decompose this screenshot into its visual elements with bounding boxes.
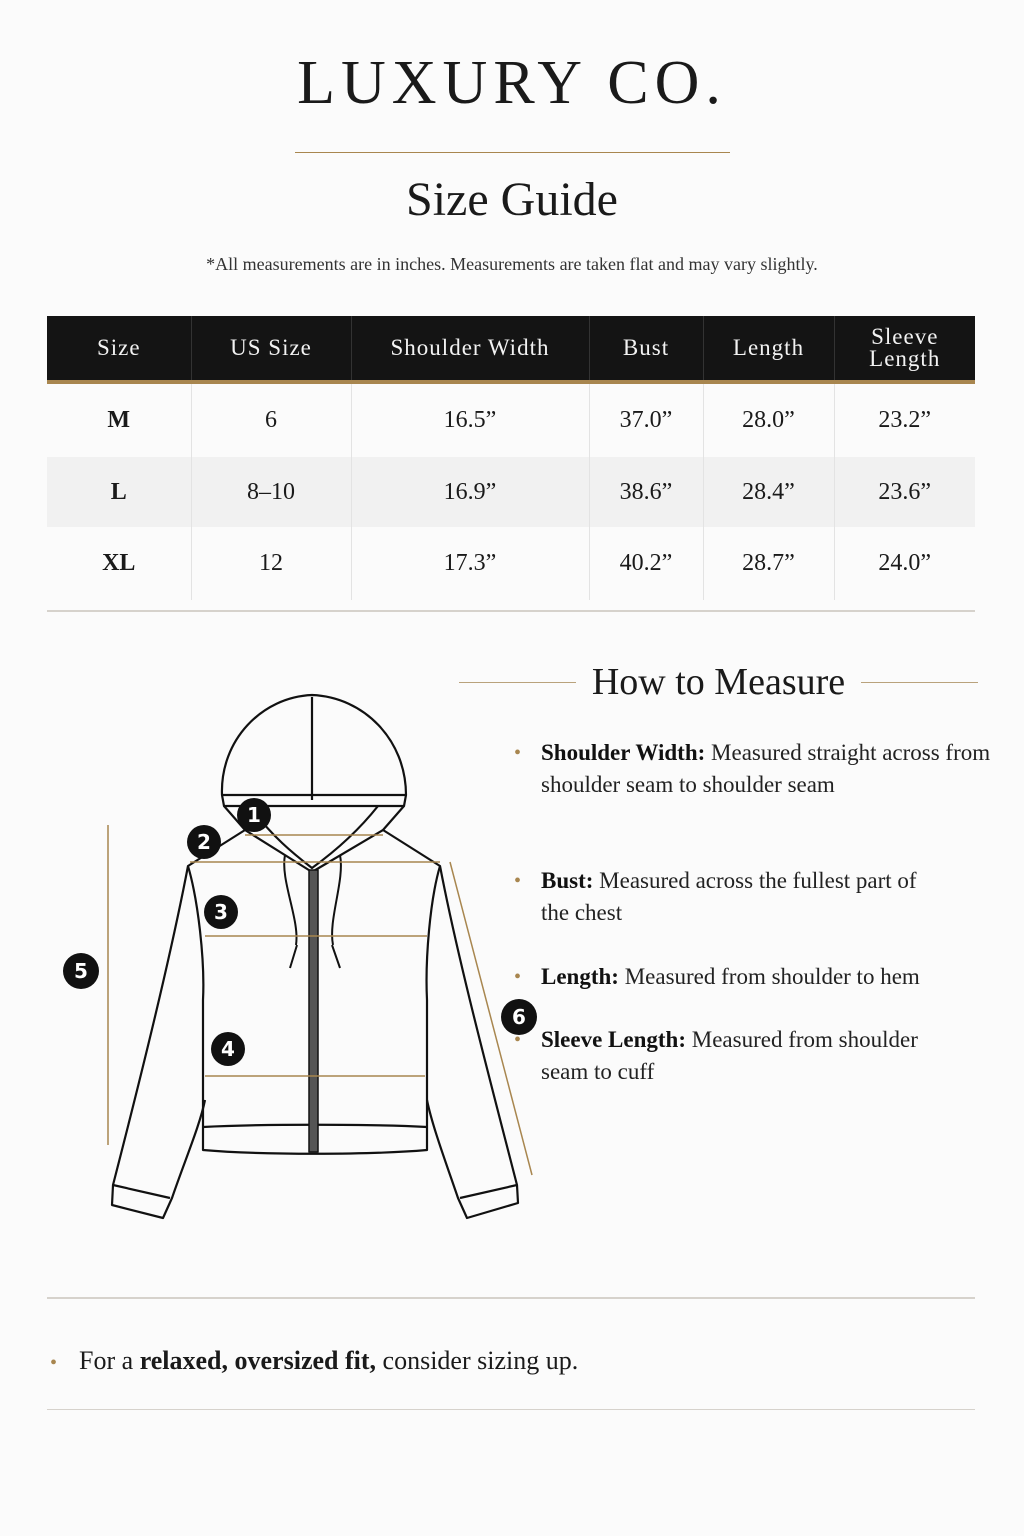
header-sleeve-length: Sleeve Length: [834, 316, 975, 382]
cell: 16.9”: [351, 457, 589, 527]
badge-label: 3: [214, 900, 228, 924]
badge-label: 4: [221, 1037, 235, 1061]
cell: M: [47, 382, 191, 457]
cell: 40.2”: [589, 527, 703, 600]
page-title: Size Guide: [406, 173, 618, 226]
cell: XL: [47, 527, 191, 600]
cell: 23.2”: [878, 407, 932, 433]
divider: [459, 682, 576, 683]
header-us-size: US Size: [191, 316, 351, 382]
item-term: Bust:: [541, 868, 594, 893]
cell: 24.0”: [878, 550, 932, 576]
bullet-icon: •: [514, 870, 522, 892]
list-item: [514, 961, 1004, 993]
cell: 17.3”: [351, 527, 589, 600]
list-item: [514, 1024, 934, 1088]
divider: [47, 1409, 975, 1410]
badge-label: 5: [74, 959, 88, 983]
cell: 6: [191, 382, 351, 457]
measurement-note: *All measurements are in inches. Measurements are taken flat and may vary slightly.: [206, 254, 818, 274]
cell: 8–10: [191, 457, 351, 527]
tip-emphasis: relaxed, oversized fit,: [139, 1346, 377, 1375]
measurement-lines: [108, 825, 532, 1175]
badge-label: 1: [247, 803, 261, 827]
item-term: Shoulder Width:: [541, 740, 706, 765]
cell: 12: [191, 527, 351, 600]
item-desc: Measured straight across from shoulder seam to shoulder seam: [541, 740, 991, 797]
divider: [861, 682, 978, 683]
cell: 28.7”: [703, 527, 834, 600]
hoodie-outline: [112, 695, 518, 1218]
header-shoulder-width: Shoulder Width: [351, 316, 589, 382]
cell: 37.0”: [589, 382, 703, 457]
tip-text: consider sizing up.: [382, 1346, 579, 1375]
item-term: Length:: [541, 964, 619, 989]
section-title: How to Measure: [591, 661, 846, 703]
item-desc: Measured from shoulder to hem: [624, 964, 920, 989]
list-item: [514, 737, 1004, 801]
item-term: Sleeve Length:: [541, 1027, 687, 1052]
bullet-icon: •: [514, 742, 522, 764]
list-item: [514, 865, 944, 929]
item-desc: Measured from shoulder seam to cuff: [541, 1027, 918, 1084]
fit-tip: [50, 1346, 578, 1376]
cell: 23.6”: [834, 457, 975, 527]
badge-label: 6: [512, 1005, 526, 1029]
cell: 28.0”: [703, 382, 834, 457]
item-desc: Measured across the fullest part of the chest: [541, 868, 917, 925]
bullet-icon: •: [50, 1351, 58, 1374]
badge-label: 2: [197, 830, 211, 854]
cell: L: [47, 457, 191, 527]
bullet-icon: •: [514, 1029, 522, 1051]
cell: 38.6”: [589, 457, 703, 527]
brand-logo: LUXURY CO.: [297, 49, 727, 117]
header-size: Size: [47, 316, 191, 382]
header-bust: Bust: [589, 316, 703, 382]
divider: [47, 1297, 975, 1299]
how-to-measure-heading: [459, 660, 978, 704]
header-length: Length: [703, 316, 834, 382]
cell: 28.4”: [703, 457, 834, 527]
bullet-icon: •: [514, 966, 522, 988]
tip-text: For a: [79, 1346, 134, 1375]
cell: 16.5”: [351, 382, 589, 457]
